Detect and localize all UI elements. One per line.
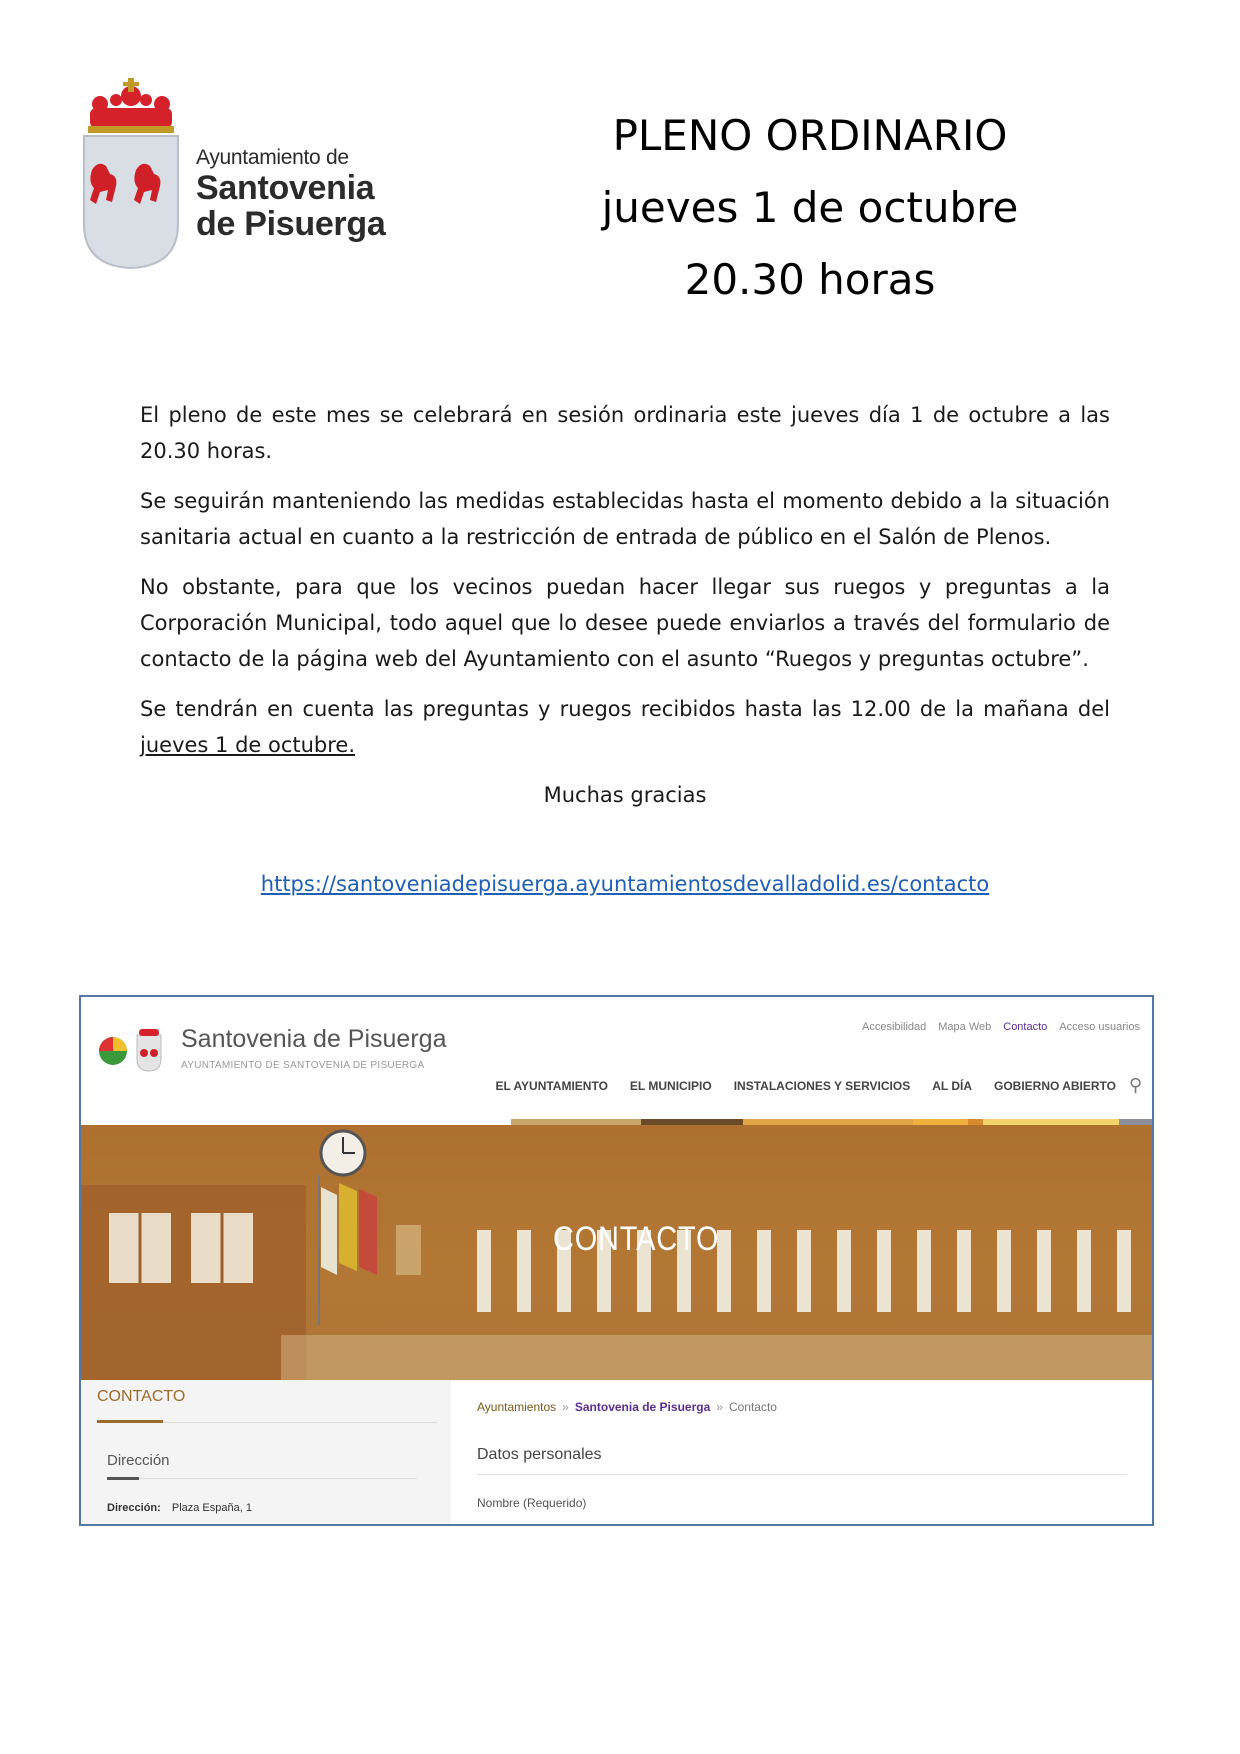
address-label: Dirección: [107,1502,161,1514]
site-logo-icon [97,1025,167,1073]
search-icon[interactable]: ⚲ [1128,1075,1142,1095]
sidebar [81,1380,451,1526]
heading-line-2: jueves 1 de octubre [601,183,1019,232]
name-field-label: Nombre (Requerido) [477,1496,587,1510]
paragraph-4 [140,691,1110,763]
address-row [107,1502,252,1514]
heading-line-1: PLENO ORDINARIO [612,111,1008,160]
announcement-body [140,397,1110,827]
divider [107,1478,417,1479]
breadcrumb-ayuntamientos[interactable]: Ayuntamientos [477,1400,557,1414]
paragraph-3: No obstante, para que los vecinos puedan hacer llegar sus ruegos y preguntas a la Corporación Municipal, todo aquel que lo desee puede enviarlos a través del formulario de contacto de la página web del Ayuntamiento con el asunto “Ruegos y preguntas octubre”. [140,575,1110,671]
breadcrumb-separator: » [716,1400,723,1414]
paragraph-2: Se seguirán manteniendo las medidas establecidas hasta el momento debido a la situación sanitaria actual en cuanto a la restricción de entrada de público en el Salón de Plenos. [140,489,1110,549]
breadcrumb-separator: » [562,1400,569,1414]
site-subtitle: AYUNTAMIENTO DE SANTOVENIA DE PISUERGA [181,1060,425,1071]
sidebar-section-title: Dirección [107,1452,170,1469]
paragraph-1: El pleno de este mes se celebrará en sesión ordinaria este jueves día 1 de octubre a las 20.30 horas. [140,403,1110,463]
hero-title: CONTACTO [553,1220,720,1258]
coat-of-arms-icon [76,74,186,274]
nav-instalaciones[interactable]: INSTALACIONES Y SERVICIOS [733,1079,911,1093]
nav-municipio[interactable]: EL MUNICIPIO [629,1079,712,1093]
paragraph-4-underlined: jueves 1 de octubre. [140,733,356,757]
contact-url-link[interactable]: https://santoveniadepisuerga.ayuntamientosdevalladolid.es/contacto [260,872,990,896]
section-title: Datos personales [477,1446,602,1463]
accessibility-link[interactable]: Accesibilidad [862,1021,927,1033]
website-screenshot [79,995,1154,1526]
address-value: Plaza España, 1 [171,1502,252,1514]
main-content [451,1380,1154,1526]
breadcrumb-santovenia[interactable]: Santovenia de Pisuerga [574,1400,711,1414]
site-name: Santovenia de Pisuerga [181,1025,447,1053]
site-header [81,997,1152,1125]
nav-al-dia[interactable]: AL DÍA [932,1079,972,1093]
sitemap-link[interactable]: Mapa Web [938,1021,992,1033]
breadcrumb [477,1400,777,1414]
site-nav [495,1079,1116,1093]
hero-banner [81,1125,1152,1380]
sidebar-title: CONTACTO [97,1388,186,1405]
divider-accent [107,1477,139,1480]
nav-gobierno-abierto[interactable]: GOBIERNO ABIERTO [993,1079,1116,1093]
logo-line-3: de Pisuerga [196,205,386,243]
logo-line-2: Santovenia [196,169,375,207]
heading-line-3: 20.30 horas [684,255,936,304]
announcement-heading [540,100,1080,316]
municipal-logo [76,74,416,274]
user-access-link[interactable]: Acceso usuarios [1059,1021,1140,1033]
paragraph-4-text: Se tendrán en cuenta las preguntas y ruegos recibidos hasta las 12.00 de la mañana del [140,697,1110,721]
divider-accent [97,1420,163,1423]
divider [477,1474,1127,1475]
breadcrumb-contacto: Contacto [728,1400,777,1414]
thanks-text: Muchas gracias [543,783,707,807]
logo-text [196,146,385,242]
contact-link[interactable]: Contacto [1003,1021,1048,1033]
utility-links [862,1021,1140,1033]
logo-line-1: Ayuntamiento de [196,146,349,169]
nav-ayuntamiento[interactable]: EL AYUNTAMIENTO [495,1079,608,1093]
